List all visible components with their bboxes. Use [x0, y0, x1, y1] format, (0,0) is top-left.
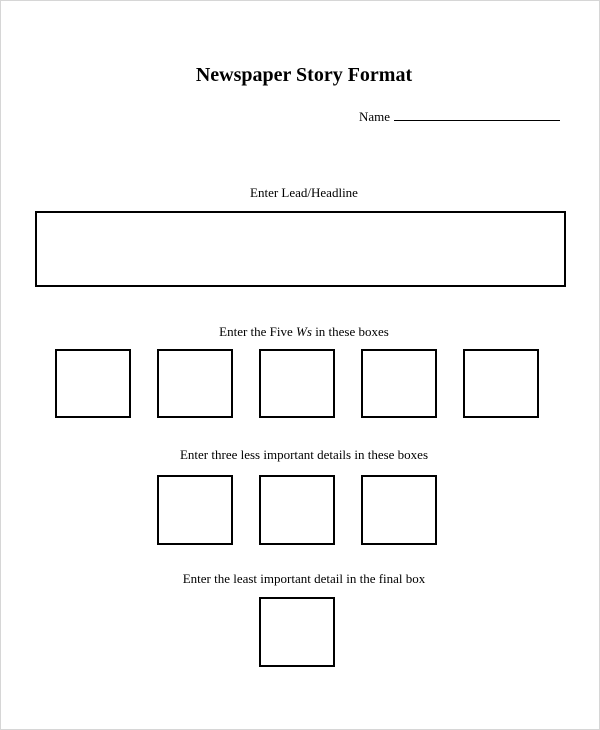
final-detail-box[interactable]: [259, 597, 335, 667]
detail-box-3[interactable]: [361, 475, 437, 545]
five-ws-box-2[interactable]: [157, 349, 233, 418]
page-title: Newspaper Story Format: [195, 64, 413, 86]
lead-headline-box[interactable]: [35, 211, 566, 287]
detail-box-1[interactable]: [157, 475, 233, 545]
name-label: Name: [359, 109, 391, 124]
lead-caption: Enter Lead/Headline: [250, 185, 358, 200]
five-ws-caption-after: in these boxes: [311, 324, 389, 339]
details-caption: Enter three less important details in these boxes: [179, 447, 428, 462]
five-ws-box-3[interactable]: [259, 349, 335, 418]
five-ws-box-5[interactable]: [463, 349, 539, 418]
name-blank-line[interactable]: [394, 109, 560, 121]
five-ws-caption: [0, 324, 600, 340]
detail-box-2[interactable]: [259, 475, 335, 545]
five-ws-caption-before: Enter the Five: [219, 324, 297, 339]
name-field[interactable]: [359, 109, 560, 125]
five-ws-box-1[interactable]: [55, 349, 131, 418]
five-ws-box-4[interactable]: [361, 349, 437, 418]
final-caption: Enter the least important detail in the final box: [182, 571, 426, 586]
five-ws-caption-italic: Ws: [296, 324, 312, 339]
